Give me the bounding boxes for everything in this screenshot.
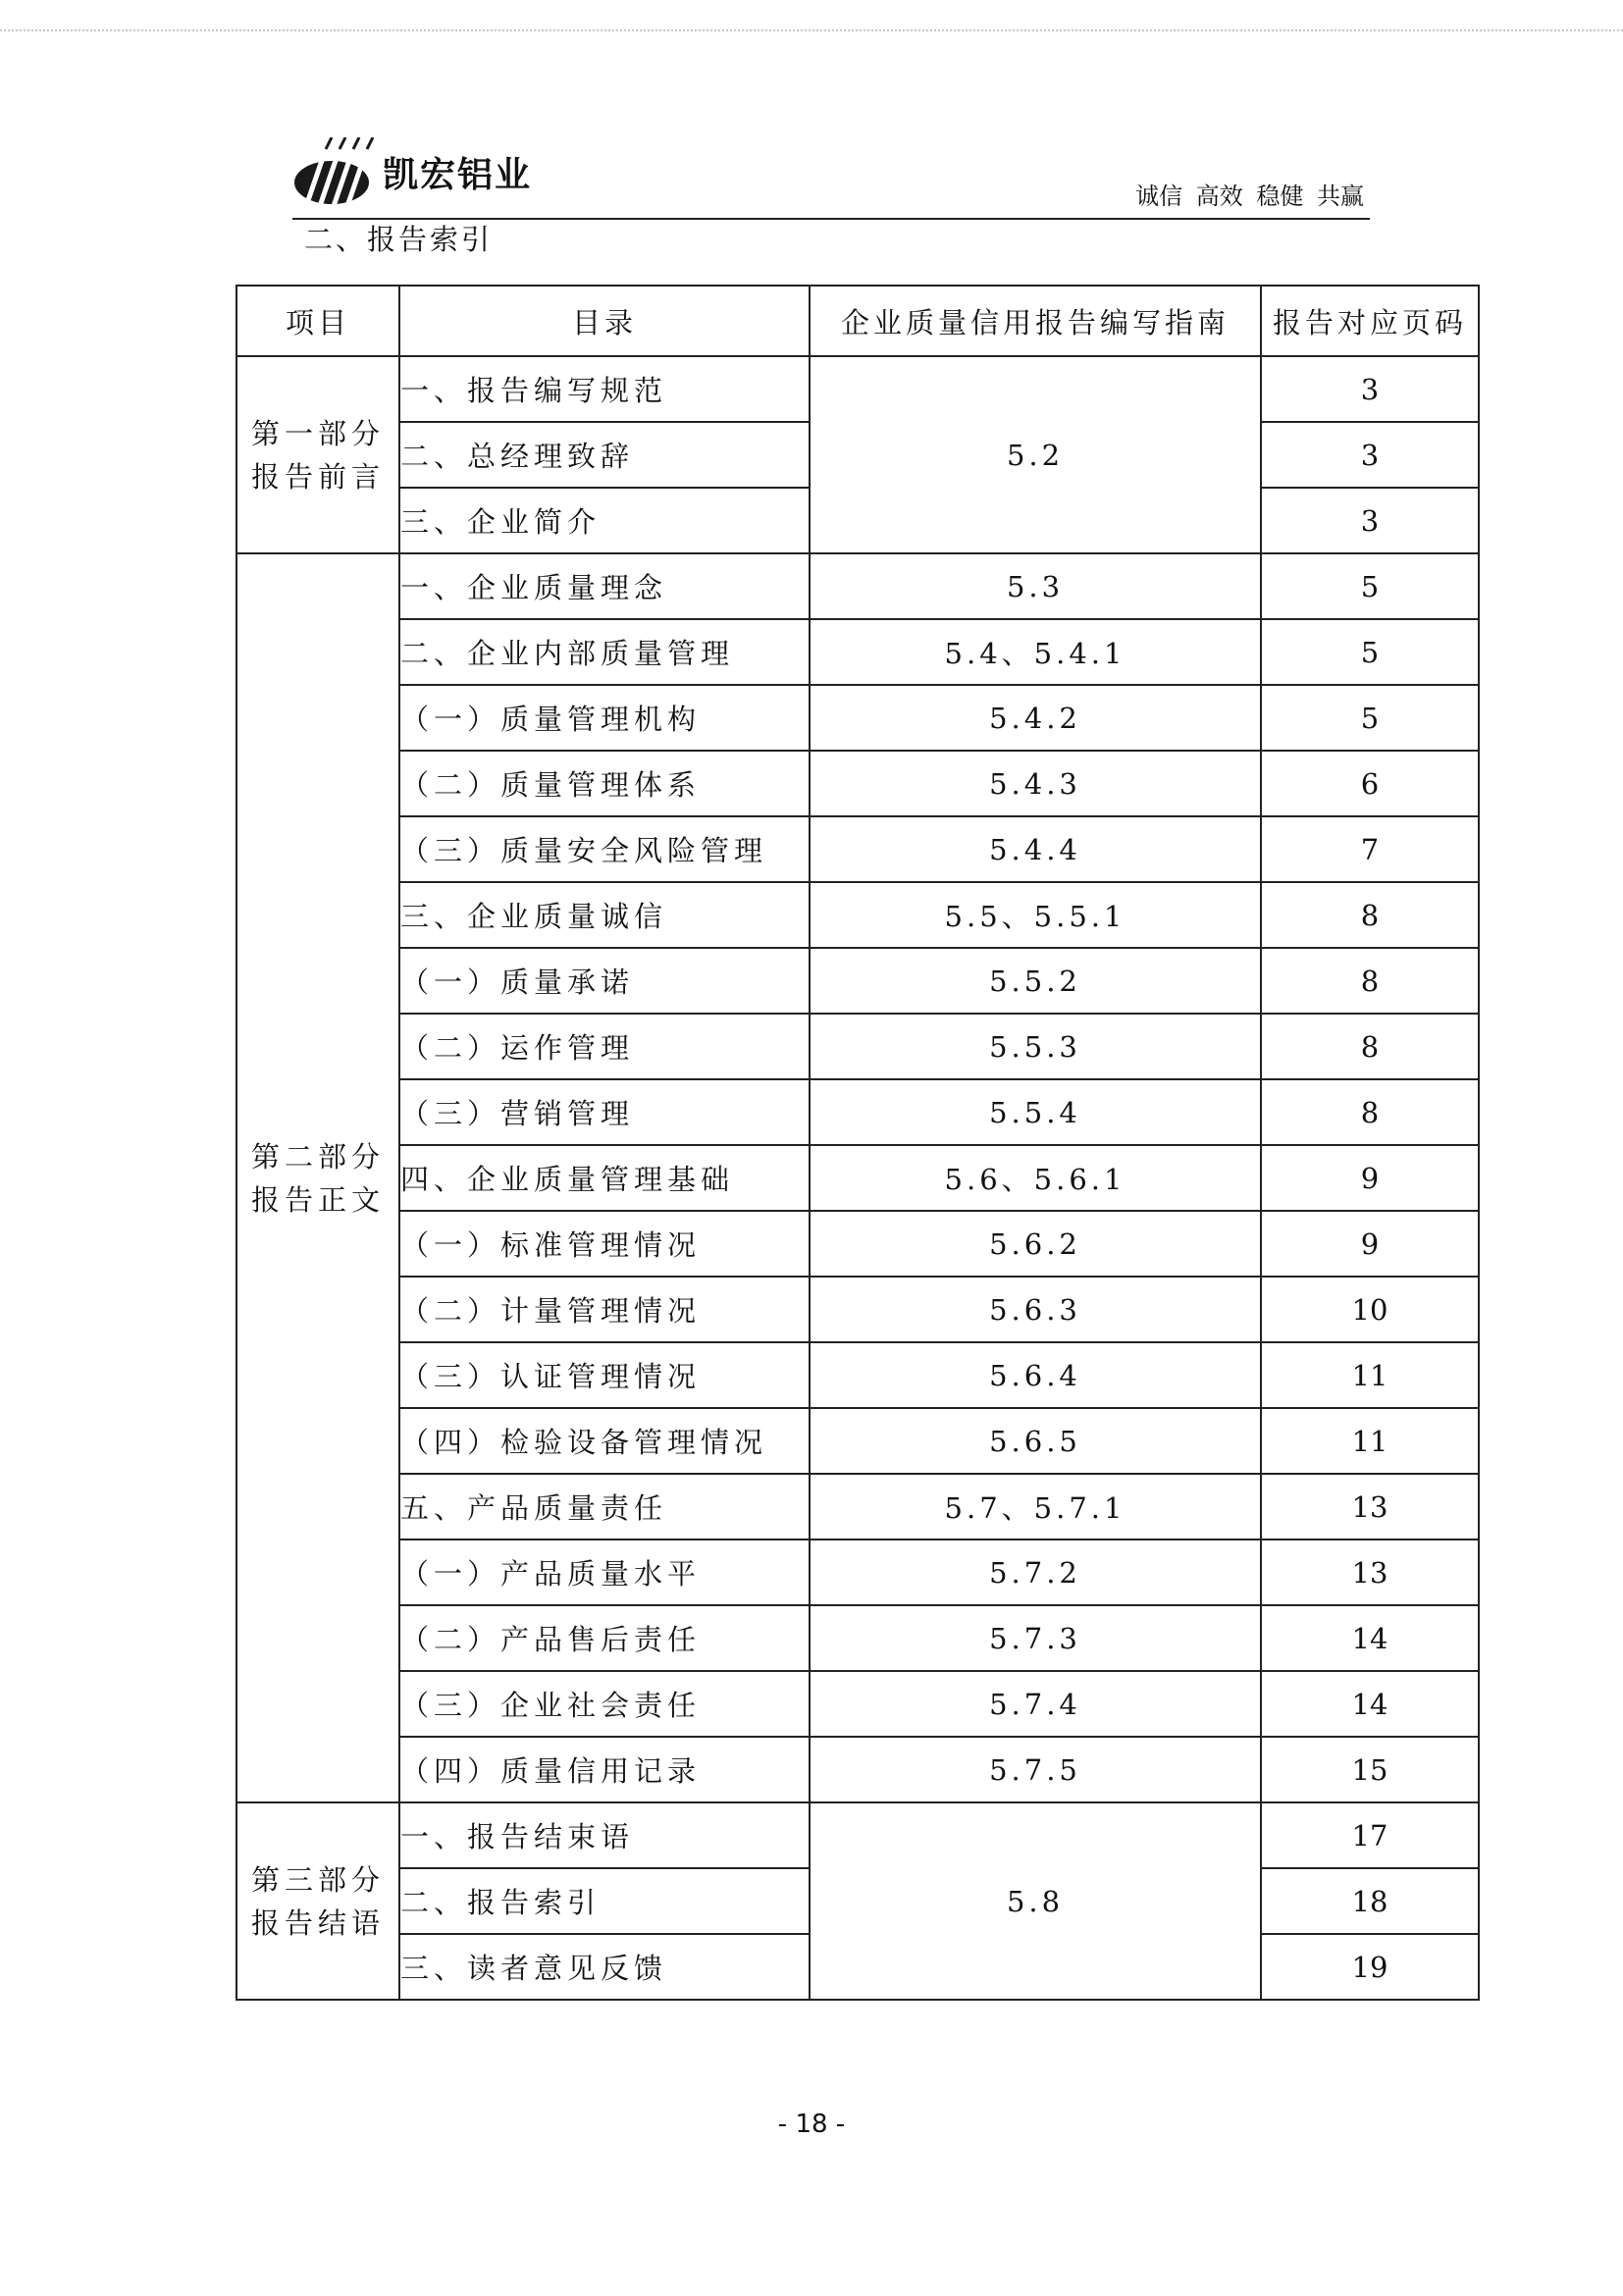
catalog-cell: （三）营销管理	[399, 1079, 810, 1145]
page-cell: 18	[1261, 1868, 1479, 1934]
catalog-cell: （一）质量管理机构	[399, 685, 810, 751]
page-cell: 5	[1261, 619, 1479, 685]
catalog-cell: （三）质量安全风险管理	[399, 816, 810, 882]
catalog-cell: （一）产品质量水平	[399, 1539, 810, 1605]
table-row	[236, 1605, 1479, 1671]
catalog-cell: 二、企业内部质量管理	[399, 619, 810, 685]
catalog-cell: 三、企业简介	[399, 488, 810, 553]
guide-cell: 5.5、5.5.1	[810, 882, 1261, 948]
company-slogan: 诚信 高效 稳健 共赢	[1135, 183, 1364, 210]
table-row	[236, 1014, 1479, 1079]
project-name-line2: 报告结语	[250, 1905, 385, 1940]
table-row	[236, 1539, 1479, 1605]
guide-cell: 5.5.4	[810, 1079, 1261, 1145]
page-cell: 3	[1261, 422, 1479, 488]
catalog-cell: 二、总经理致辞	[399, 422, 810, 488]
page-cell: 11	[1261, 1408, 1479, 1474]
header-project: 项目	[236, 286, 399, 356]
table-row	[236, 882, 1479, 948]
project-name-line2: 报告正文	[250, 1182, 385, 1217]
catalog-cell: 三、读者意见反馈	[399, 1934, 810, 2000]
table-row	[236, 619, 1479, 685]
page-cell: 9	[1261, 1211, 1479, 1277]
table-header-row	[236, 286, 1479, 356]
page-cell: 10	[1261, 1277, 1479, 1342]
table-row	[236, 1342, 1479, 1408]
page-cell: 8	[1261, 948, 1479, 1014]
page-number: - 18 -	[777, 2110, 846, 2139]
project-cell	[236, 1802, 399, 2000]
guide-cell: 5.6、5.6.1	[810, 1145, 1261, 1211]
table-row	[236, 1277, 1479, 1342]
header-page: 报告对应页码	[1261, 286, 1479, 356]
page-cell: 13	[1261, 1474, 1479, 1539]
guide-cell: 5.7、5.7.1	[810, 1474, 1261, 1539]
table-row	[236, 751, 1479, 816]
table-body	[236, 356, 1479, 2000]
page-cell: 9	[1261, 1145, 1479, 1211]
catalog-cell: 四、企业质量管理基础	[399, 1145, 810, 1211]
page-cell: 8	[1261, 882, 1479, 948]
page-cell: 5	[1261, 685, 1479, 751]
guide-cell: 5.6.4	[810, 1342, 1261, 1408]
page-cell: 19	[1261, 1934, 1479, 2000]
project-name-line1: 第三部分	[250, 1862, 385, 1897]
page-cell: 5	[1261, 553, 1479, 619]
project-cell	[236, 356, 399, 553]
catalog-cell: 三、企业质量诚信	[399, 882, 810, 948]
page-cell: 8	[1261, 1079, 1479, 1145]
catalog-cell: （三）认证管理情况	[399, 1342, 810, 1408]
page-cell: 8	[1261, 1014, 1479, 1079]
table-row	[236, 356, 1479, 422]
page-cell: 11	[1261, 1342, 1479, 1408]
report-index-table	[236, 285, 1480, 2001]
guide-cell: 5.7.4	[810, 1671, 1261, 1737]
table-row	[236, 1737, 1479, 1802]
catalog-cell: （一）标准管理情况	[399, 1211, 810, 1277]
company-name: 凯宏铝业	[383, 155, 533, 195]
guide-cell: 5.7.5	[810, 1737, 1261, 1802]
page-cell: 7	[1261, 816, 1479, 882]
header-catalog: 目录	[399, 286, 810, 356]
catalog-cell: （二）运作管理	[399, 1014, 810, 1079]
table-row	[236, 1079, 1479, 1145]
guide-cell: 5.4.3	[810, 751, 1261, 816]
catalog-cell: （二）产品售后责任	[399, 1605, 810, 1671]
catalog-cell: 一、报告编写规范	[399, 356, 810, 422]
project-name-line1: 第二部分	[250, 1139, 385, 1174]
page-cell: 14	[1261, 1605, 1479, 1671]
guide-cell: 5.4、5.4.1	[810, 619, 1261, 685]
project-name-line1: 第一部分	[250, 416, 385, 450]
guide-cell: 5.2	[810, 356, 1261, 553]
guide-cell: 5.7.2	[810, 1539, 1261, 1605]
page-cell: 14	[1261, 1671, 1479, 1737]
table-row	[236, 685, 1479, 751]
guide-cell: 5.6.3	[810, 1277, 1261, 1342]
company-logo	[292, 137, 557, 210]
guide-cell: 5.6.2	[810, 1211, 1261, 1277]
guide-cell: 5.6.5	[810, 1408, 1261, 1474]
header-guide: 企业质量信用报告编写指南	[810, 286, 1261, 356]
catalog-cell: 一、报告结束语	[399, 1802, 810, 1868]
table-row	[236, 1802, 1479, 1868]
page-cell: 15	[1261, 1737, 1479, 1802]
catalog-cell: （二）质量管理体系	[399, 751, 810, 816]
guide-cell: 5.3	[810, 553, 1261, 619]
table-row	[236, 948, 1479, 1014]
logo-emblem-icon	[292, 137, 377, 210]
page-cell: 13	[1261, 1539, 1479, 1605]
catalog-cell: （四）质量信用记录	[399, 1737, 810, 1802]
catalog-cell: 二、报告索引	[399, 1868, 810, 1934]
catalog-cell: 五、产品质量责任	[399, 1474, 810, 1539]
page-cell: 3	[1261, 488, 1479, 553]
project-cell	[236, 553, 399, 1802]
table-row	[236, 553, 1479, 619]
catalog-cell: （三）企业社会责任	[399, 1671, 810, 1737]
table-row	[236, 816, 1479, 882]
table-row	[236, 1671, 1479, 1737]
table-row	[236, 1474, 1479, 1539]
table-row	[236, 1211, 1479, 1277]
table-row	[236, 1145, 1479, 1211]
catalog-cell: （四）检验设备管理情况	[399, 1408, 810, 1474]
catalog-cell: （一）质量承诺	[399, 948, 810, 1014]
page-cell: 3	[1261, 356, 1479, 422]
guide-cell: 5.7.3	[810, 1605, 1261, 1671]
catalog-cell: （二）计量管理情况	[399, 1277, 810, 1342]
table-row	[236, 1408, 1479, 1474]
guide-cell: 5.5.3	[810, 1014, 1261, 1079]
top-dotted-border	[0, 29, 1623, 31]
section-title: 二、报告索引	[304, 223, 494, 256]
page-header	[292, 137, 1370, 226]
catalog-cell: 一、企业质量理念	[399, 553, 810, 619]
project-name-line2: 报告前言	[250, 459, 385, 494]
page-cell: 6	[1261, 751, 1479, 816]
guide-cell: 5.4.4	[810, 816, 1261, 882]
guide-cell: 5.5.2	[810, 948, 1261, 1014]
guide-cell: 5.4.2	[810, 685, 1261, 751]
guide-cell: 5.8	[810, 1802, 1261, 2000]
page-cell: 17	[1261, 1802, 1479, 1868]
